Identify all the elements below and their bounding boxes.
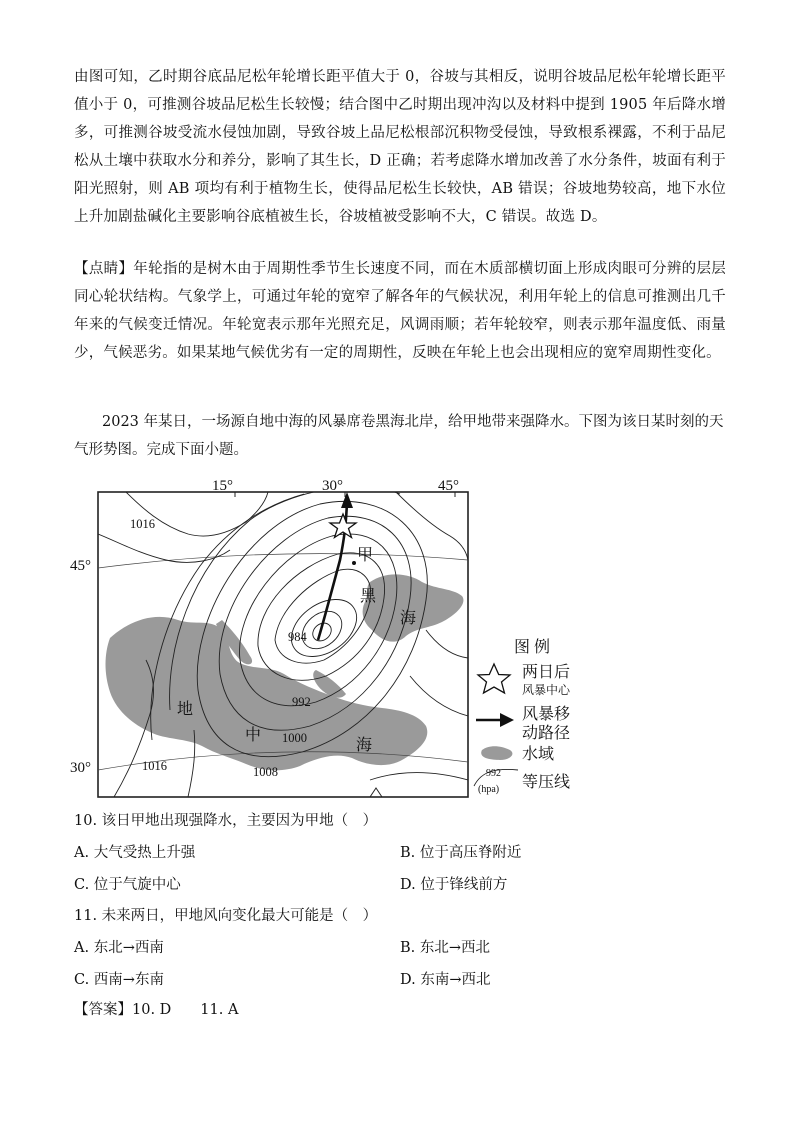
lon-label-15: 15° bbox=[212, 478, 233, 494]
isobar-label-984: 984 bbox=[288, 630, 307, 644]
lon-label-45: 45° bbox=[438, 478, 459, 494]
legend-arrow-label-2: 动路径 bbox=[522, 725, 571, 742]
isobar-label-1016-sw: 1016 bbox=[142, 759, 167, 773]
legend-water-icon bbox=[481, 746, 512, 760]
legend-star-label-1: 两日后 bbox=[522, 664, 571, 681]
question-11-stem: 11. 未来两日，甲地风向变化最大可能是（ ） bbox=[74, 908, 378, 924]
answer-line: 【答案】10. D 11. A bbox=[74, 1002, 239, 1018]
lat-label-45: 45° bbox=[70, 558, 91, 574]
q11-option-d: D. 东南→西北 bbox=[400, 972, 491, 988]
isobar-label-1008: 1008 bbox=[253, 765, 278, 779]
q10-option-c: C. 位于气旋中心 bbox=[74, 877, 181, 893]
mediterranean-label-1: 地 bbox=[177, 701, 194, 718]
q10-option-a: A. 大气受热上升强 bbox=[74, 845, 196, 861]
legend-isobar-unit: (hpa) bbox=[478, 784, 500, 795]
legend-isobar-sample: 992 bbox=[486, 768, 501, 779]
analysis-paragraph: 由图可知，乙时期谷底品尼松年轮增长距平值大于 0，谷坡与其相反，说明谷坡品尼松年轮增长距平值小于 0，可推测谷坡品尼松生长较慢；结合图中乙时期出现冲沟以及材料中提到 1905 年后降水增多，可推测谷坡受流水侵蚀加剧，导致谷坡上品尼松根部沉积物受侵蚀，导致根系裸露，不利于品尼松从土壤中获取水分和养分，影响了其生长，D 正确；若考虑降水增加改善了水分条件，坡面有利于阳光照射，则 AB 项均有利于植物生长，使得品尼松生长较快，AB 错误；谷坡地势较高，地下水位上升加剧盐碱化主要影响谷底植被生长，谷坡植被受影响不大，C 错误。故选 D。 bbox=[74, 69, 726, 225]
lon-label-30: 30° bbox=[322, 478, 343, 494]
legend-star-label-2: 风暴中心 bbox=[522, 683, 571, 697]
tip-paragraph: 【点睛】年轮指的是树木由于周期性季节生长速度不同，而在木质部横切面上形成肉眼可分辨的层层同心轮状结构。气象学上，可通过年轮的宽窄了解各年的气候状况，利用年轮上的信息可推测出几千年来的气候变迁情况。年轮宽表示那年光照充足，风调雨顺；若年轮较窄，则表示那年温度低、雨量少，气候恶劣。如果某地气候优劣有一定的周期性，反映在年轮上也会出现相应的宽窄周期性变化。 bbox=[74, 261, 726, 361]
legend bbox=[474, 638, 571, 795]
legend-isobar-label: 等压线 bbox=[522, 774, 571, 791]
black-sea-label-2: 海 bbox=[400, 610, 417, 627]
place-jia-label: 甲 bbox=[357, 547, 374, 564]
question-10-stem: 10. 该日甲地出现强降水，主要因为甲地（ ） bbox=[74, 813, 378, 829]
q10-option-b: B. 位于高压脊附近 bbox=[400, 845, 522, 861]
q11-option-c: C. 西南→东南 bbox=[74, 972, 164, 988]
question-intro: 2023 年某日，一场源自地中海的风暴席卷黑海北岸，给甲地带来强降水。下图为该日某时刻的天气形势图。完成下面小题。 bbox=[74, 414, 724, 458]
isobar-label-1000: 1000 bbox=[282, 731, 307, 745]
q11-option-b: B. 东北→西北 bbox=[400, 940, 491, 956]
weather-map bbox=[70, 470, 730, 805]
black-sea-label-1: 黑 bbox=[360, 588, 377, 605]
legend-star-icon bbox=[478, 664, 510, 693]
mediterranean-label-3: 海 bbox=[356, 737, 373, 754]
place-jia-dot bbox=[352, 561, 356, 565]
isobar-label-992: 992 bbox=[292, 695, 311, 709]
legend-water-label: 水域 bbox=[522, 746, 555, 763]
q10-option-d: D. 位于锋线前方 bbox=[400, 877, 508, 893]
legend-title: 图 例 bbox=[514, 639, 551, 656]
q11-option-a: A. 东北→西南 bbox=[74, 940, 164, 956]
legend-arrow-label-1: 风暴移 bbox=[522, 706, 571, 723]
isobar-label-1016-nw: 1016 bbox=[130, 517, 155, 531]
lat-label-30: 30° bbox=[70, 760, 91, 776]
mediterranean-label-2: 中 bbox=[245, 727, 262, 744]
